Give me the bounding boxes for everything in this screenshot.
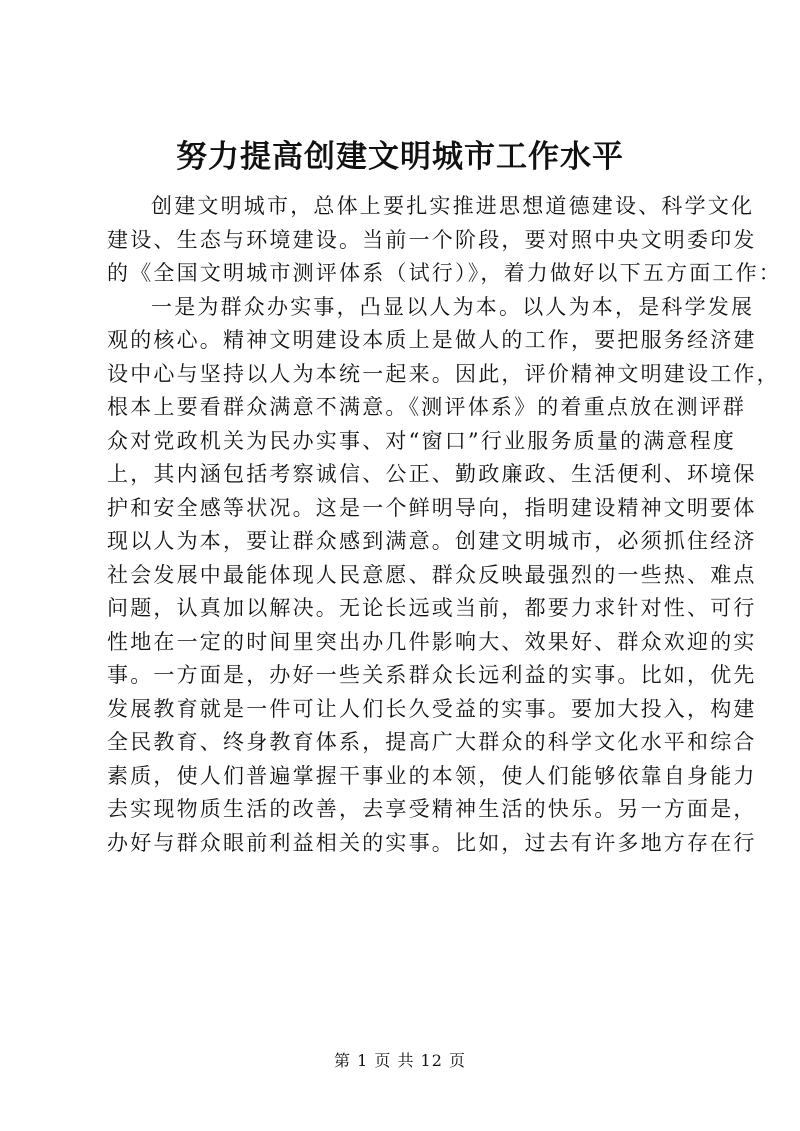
paragraph-line: 问题，认真加以解决。无论长远或当前，都要力求针对性、可行 <box>107 596 757 620</box>
paragraph-line: 素质，使人们普遍掌握干事业的本领，使人们能够依靠自身能力 <box>107 763 757 788</box>
paragraph-line: 上，其内涵包括考察诚信、公正、勤政廉政、生活便利、环境保 <box>107 462 757 486</box>
paragraph-line: 的《全国文明城市测评体系（试行）》，着力做好以下五方面工作： <box>107 261 782 285</box>
document-body <box>107 190 782 860</box>
paragraph-line: 发展教育就是一件可让人们长久受益的实事。要加大投入，构建 <box>107 696 757 721</box>
paragraph-line: 办好与群众眼前利益相关的实事。比如，过去有许多地方存在行 <box>107 830 757 855</box>
paragraph-line: 事。一方面是，办好一些关系群众长远利益的实事。比如，优先 <box>107 663 757 687</box>
paragraph-line: 一是为群众办实事，凸显以人为本。以人为本，是科学发展 <box>151 294 755 319</box>
paragraph-line: 根本上要看群众满意不满意。《测评体系》的着重点放在测评群 <box>107 395 747 419</box>
document-title: 努力提高创建文明城市工作水平 <box>176 139 624 175</box>
paragraph-line: 现以人为本，要让群众感到满意。创建文明城市，必须抓住经济 <box>107 529 757 553</box>
paragraph-line: 设中心与坚持以人为本统一起来。因此，评价精神文明建设工作， <box>107 361 780 386</box>
paragraph-line: 创建文明城市，总体上要扎实推进思想道德建设、科学文化 <box>151 194 755 218</box>
paragraph-line: 全民教育、终身教育体系，提高广大群众的科学文化水平和综合 <box>107 730 757 754</box>
paragraph-line: 众对党政机关为民办实事、对“窗口”行业服务质量的满意程度 <box>107 428 737 453</box>
page-number-footer: 第 1 页 共 12 页 <box>334 1051 466 1070</box>
paragraph-line: 护和安全感等状况。这是一个鲜明导向，指明建设精神文明要体 <box>107 495 757 520</box>
paragraph-line: 建设、生态与环境建设。当前一个阶段，要对照中央文明委印发 <box>107 227 757 252</box>
paragraph-line: 社会发展中最能体现人民意愿、群众反映最强烈的一些热、难点 <box>107 562 757 587</box>
paragraph-line: 去实现物质生活的改善，去享受精神生活的快乐。另一方面是， <box>107 797 757 821</box>
paragraph-line: 性地在一定的时间里突出办几件影响大、效果好、群众欢迎的实 <box>107 629 757 654</box>
paragraph-line: 观的核心。精神文明建设本质上是做人的工作，要把服务经济建 <box>107 328 757 352</box>
